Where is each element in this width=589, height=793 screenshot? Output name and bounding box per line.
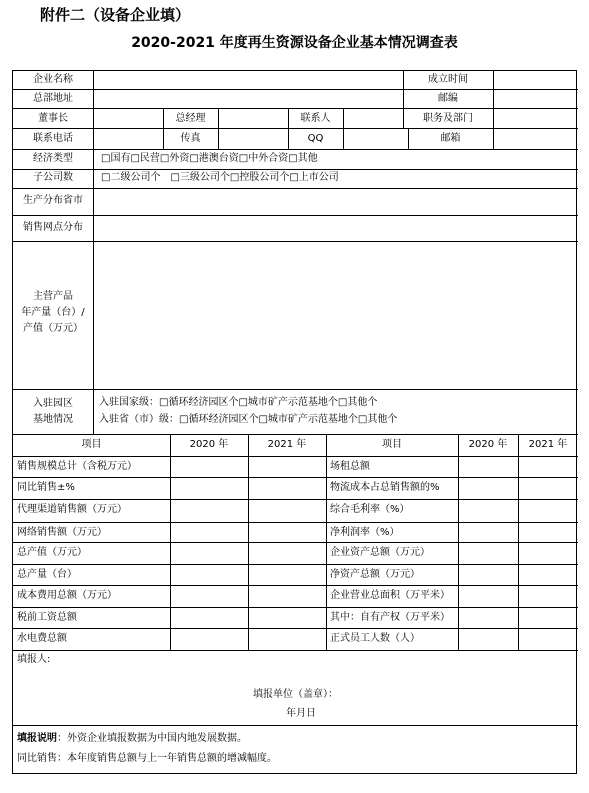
note-line-1	[17, 733, 247, 745]
label-fax: 传真	[180, 133, 201, 144]
stats-right-item: 净资产总额（万元）	[330, 569, 420, 580]
park-provincial-options[interactable]: 入驻省（市）级：□循环经济园区个□城市矿产示范基地个□其他个	[99, 414, 398, 425]
stats-right-item: 企业资产总额（万元）	[330, 547, 430, 558]
label-filling-unit: 填报单位（盖章）：	[253, 689, 338, 700]
label-phone: 联系电话	[33, 133, 73, 144]
stats-left-item: 同比销售±%	[17, 482, 75, 493]
stats-col-2020-right: 2020 年	[468, 439, 508, 450]
econ-type-options[interactable]: □国有□民营□外资□港澳台资□中外合资□其他	[101, 153, 318, 164]
label-hq-address: 总部地址	[33, 93, 73, 104]
stats-left-item: 成本费用总额（万元）	[17, 590, 117, 601]
label-subsidiary: 子公司数	[33, 172, 73, 183]
stats-left-item: 网络销售额（万元）	[17, 527, 107, 538]
stats-left-item: 销售规模总计（含税万元）	[17, 461, 137, 472]
label-production-distribution: 生产分布省市	[23, 195, 83, 206]
note-text: ：外资企业填报数据为中国内地发展数据。	[57, 733, 247, 744]
stats-left-item: 总产量（台）	[17, 569, 77, 580]
label-contact: 联系人	[300, 113, 331, 124]
label-output-value: 产值（万元）	[23, 323, 83, 334]
label-main-products: 主营产品	[33, 291, 73, 302]
stats-col-item-left: 项目	[81, 439, 102, 450]
subsidiary-options[interactable]: □二级公司个 □三级公司个□控股公司个□上市公司	[101, 172, 339, 183]
label-park-1: 入驻园区	[33, 398, 73, 409]
label-annual-output: 年产量（台）/	[21, 307, 85, 318]
label-qq: QQ	[307, 133, 324, 144]
stats-right-item: 净利润率（%）	[330, 527, 400, 538]
label-park-block	[13, 396, 93, 428]
note-bold-label: 填报说明	[17, 733, 57, 744]
label-park-2: 基地情况	[33, 414, 73, 425]
stats-right-item: 场租总额	[330, 461, 370, 472]
stats-left-item: 水电费总额	[17, 633, 67, 644]
label-filler: 填报人:	[17, 654, 51, 665]
stats-left-item: 总产值（万元）	[17, 547, 87, 558]
park-national-options[interactable]: 入驻国家级：□循环经济园区个□城市矿产示范基地个□其他个	[99, 397, 378, 408]
note-line-2: 同比销售：本年度销售总额与上一年销售总额的增减幅度。	[17, 753, 277, 764]
label-date: 年月日	[286, 708, 316, 719]
label-postcode: 邮编	[438, 93, 458, 104]
stats-left-item: 代理渠道销售额（万元）	[17, 504, 127, 515]
label-econ-type: 经济类型	[33, 153, 73, 164]
label-general-manager: 总经理	[175, 113, 206, 124]
label-company-name: 企业名称	[33, 74, 73, 85]
label-sales-distribution: 销售网点分布	[23, 222, 83, 233]
stats-col-2020-left: 2020 年	[189, 439, 229, 450]
page-title: 2020-2021 年度再生资源设备企业基本情况调查表	[131, 35, 458, 51]
stats-col-2021-left: 2021 年	[267, 439, 307, 450]
stats-right-item: 企业营业总面积（万平米）	[330, 590, 450, 601]
stats-left-item: 税前工资总额	[17, 612, 77, 623]
stats-right-item: 综合毛利率（%）	[330, 504, 410, 515]
attachment-label: 附件二（设备企业填）	[40, 6, 191, 24]
stats-right-item: 其中：自有产权（万平米）	[330, 612, 450, 623]
stats-right-item: 物流成本占总销售额的%	[330, 482, 440, 493]
label-main-products-block	[13, 289, 93, 337]
stats-right-item: 正式员工人数（人）	[330, 633, 420, 644]
stats-col-2021-right: 2021 年	[528, 439, 568, 450]
label-position-dept: 职务及部门	[423, 113, 473, 124]
label-established: 成立时间	[428, 74, 468, 85]
survey-form-table	[12, 70, 577, 774]
label-email: 邮箱	[440, 133, 461, 144]
stats-col-item-right: 项目	[382, 439, 402, 450]
label-chairman: 董事长	[38, 113, 68, 124]
